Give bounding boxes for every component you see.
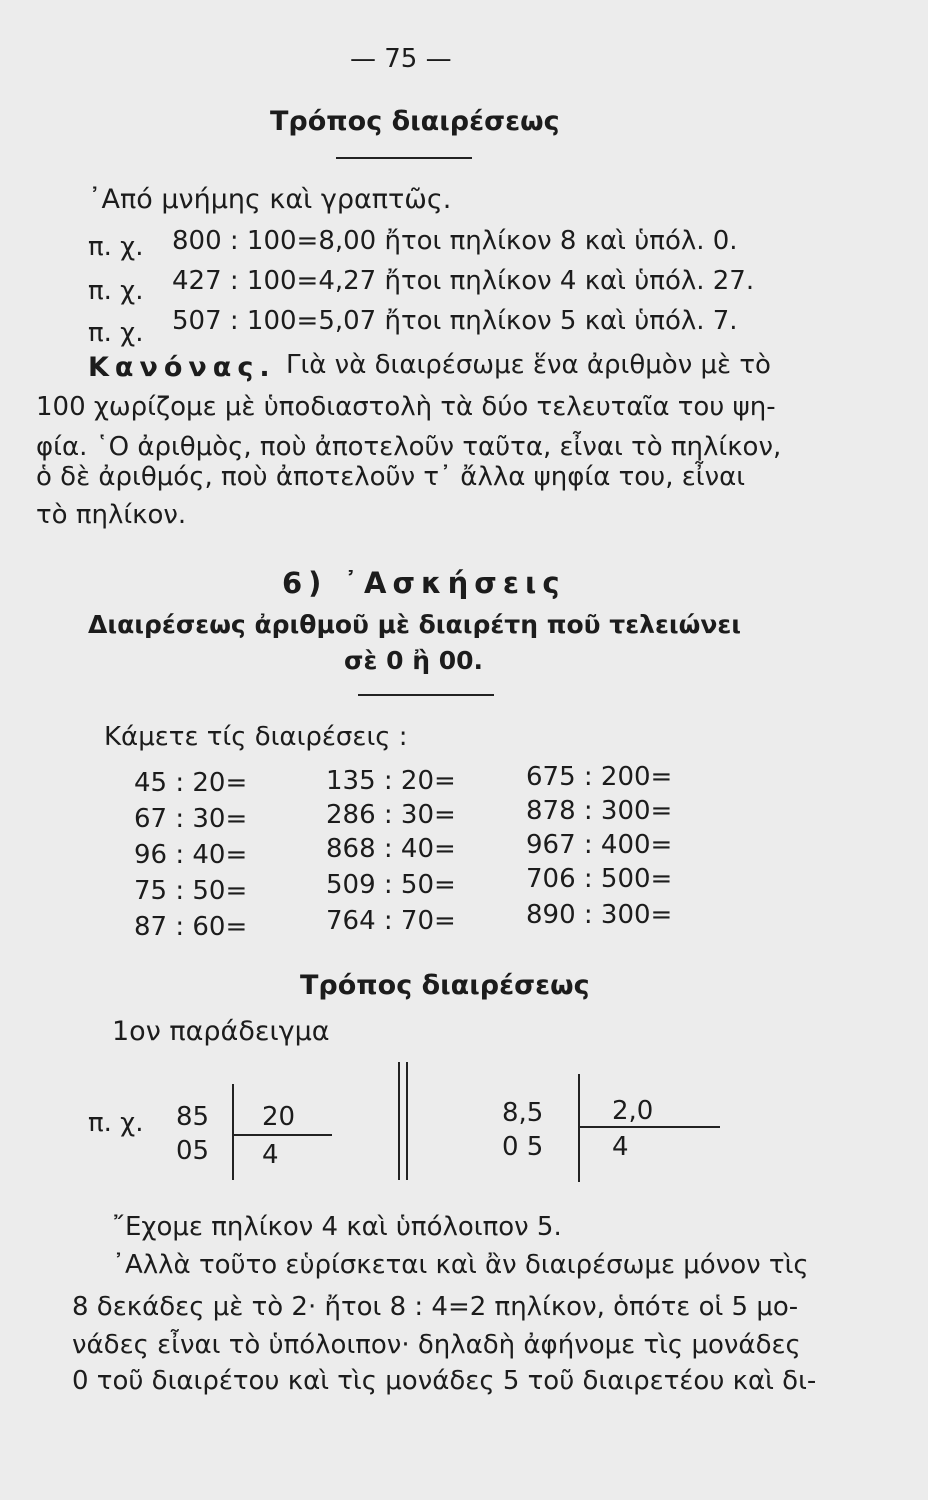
division-remainder: 0 5	[502, 1132, 544, 1162]
example-line: 507 : 100=5,07 ἤτοι πηλίκον 5 καὶ ὑπόλ. 7.	[172, 306, 738, 336]
explanation-line: ῎Εχομε πηλίκον 4 καὶ ὑπόλοιπον 5.	[112, 1212, 562, 1242]
exercise-item: 67 : 30=	[134, 804, 248, 834]
division-divisor: 20	[262, 1102, 296, 1132]
explanation-line: 8 δεκάδες μὲ τὸ 2· ἤτοι 8 : 4=2 πηλίκον, ὁπότε οἱ 5 μο-	[72, 1292, 799, 1322]
division-bracket-vertical	[232, 1084, 234, 1180]
division-divisor: 2,0	[612, 1096, 654, 1126]
example-line: 427 : 100=4,27 ἤτοι πηλίκον 4 καὶ ὑπόλ. 27.	[172, 266, 755, 296]
exercises-divider	[358, 694, 494, 696]
exercise-item: 675 : 200=	[526, 762, 673, 792]
exercise-item: 96 : 40=	[134, 840, 248, 870]
exercises-instruction: Κάμετε τίς διαιρέσεις :	[104, 722, 408, 752]
rule-label: Κανόνας.	[88, 352, 276, 383]
section-title: Τρόπος διαιρέσεως	[300, 970, 590, 1001]
exercises-subheading: Διαιρέσεως ἀριθμοῦ μὲ διαιρέτη ποῦ τελειώνει	[88, 610, 742, 639]
rule-text-line: Γιὰ νὰ διαιρέσωμε ἕνα ἀριθμὸν μὲ τὸ	[286, 350, 771, 380]
rule-text-line: φία. ῾Ο ἀριθμὸς, ποὺ ἀποτελοῦν ταῦτα, εἶναι τὸ πηλίκον,	[36, 432, 782, 462]
exercise-item: 878 : 300=	[526, 796, 673, 826]
separator-line	[406, 1062, 408, 1180]
exercise-item: 135 : 20=	[326, 766, 456, 796]
division-quotient: 4	[612, 1132, 629, 1162]
exercise-item: 75 : 50=	[134, 876, 248, 906]
example-line: 800 : 100=8,00 ἤτοι πηλίκον 8 καὶ ὑπόλ. 0.	[172, 226, 738, 256]
example-label: 1ον παράδειγμα	[112, 1016, 330, 1047]
example-prefix: π. χ.	[88, 276, 144, 306]
rule-text-line: τὸ πηλίκον.	[36, 500, 187, 530]
division-dividend: 8,5	[502, 1098, 544, 1128]
division-dividend: 85	[176, 1102, 210, 1132]
exercise-item: 286 : 30=	[326, 800, 456, 830]
exercise-item: 967 : 400=	[526, 830, 673, 860]
exercise-item: 868 : 40=	[326, 834, 456, 864]
division-quotient: 4	[262, 1140, 279, 1170]
exercise-item: 764 : 70=	[326, 906, 456, 936]
rule-text-line: 100 χωρίζομε μὲ ὑποδιαστολὴ τὰ δύο τελευταῖα του ψη-	[36, 392, 776, 422]
exercise-item: 45 : 20=	[134, 768, 248, 798]
exercise-item: 706 : 500=	[526, 864, 673, 894]
example-prefix: π. χ.	[88, 318, 144, 348]
example-prefix: π. χ.	[88, 1108, 144, 1138]
page-number: — 75 —	[350, 44, 452, 74]
rule-text-line: ὁ δὲ ἀριθμός, ποὺ ἀποτελοῦν τ᾿ ἄλλα ψηφία του, εἶναι	[36, 462, 746, 492]
explanation-line: νάδες εἶναι τὸ ὑπόλοιπον· δηλαδὴ ἀφήνομε τὶς μονάδες	[72, 1330, 801, 1360]
exercise-item: 890 : 300=	[526, 900, 673, 930]
explanation-line: ᾿Αλλὰ τοῦτο εὑρίσκεται καὶ ἂν διαιρέσωμε μόνον τὶς	[112, 1250, 809, 1280]
exercise-item: 87 : 60=	[134, 912, 248, 942]
separator-line	[398, 1062, 400, 1180]
division-bracket-vertical	[578, 1074, 580, 1182]
explanation-line: 0 τοῦ διαιρέτου καὶ τὶς μονάδες 5 τοῦ διαιρετέου καὶ δι-	[72, 1366, 817, 1396]
division-bracket-horizontal	[232, 1134, 332, 1136]
division-remainder: 05	[176, 1136, 210, 1166]
section-subtitle: ᾿Από μνήμης καὶ γραπτῶς.	[88, 184, 452, 215]
example-prefix: π. χ.	[88, 232, 144, 262]
division-bracket-horizontal	[578, 1126, 720, 1128]
exercises-subheading: σὲ 0 ἢ 00.	[344, 646, 483, 675]
section-title: Τρόπος διαιρέσεως	[270, 106, 560, 137]
title-divider	[336, 157, 472, 159]
exercises-heading: 6) ᾿Ασκήσεις	[282, 566, 566, 600]
exercise-item: 509 : 50=	[326, 870, 456, 900]
